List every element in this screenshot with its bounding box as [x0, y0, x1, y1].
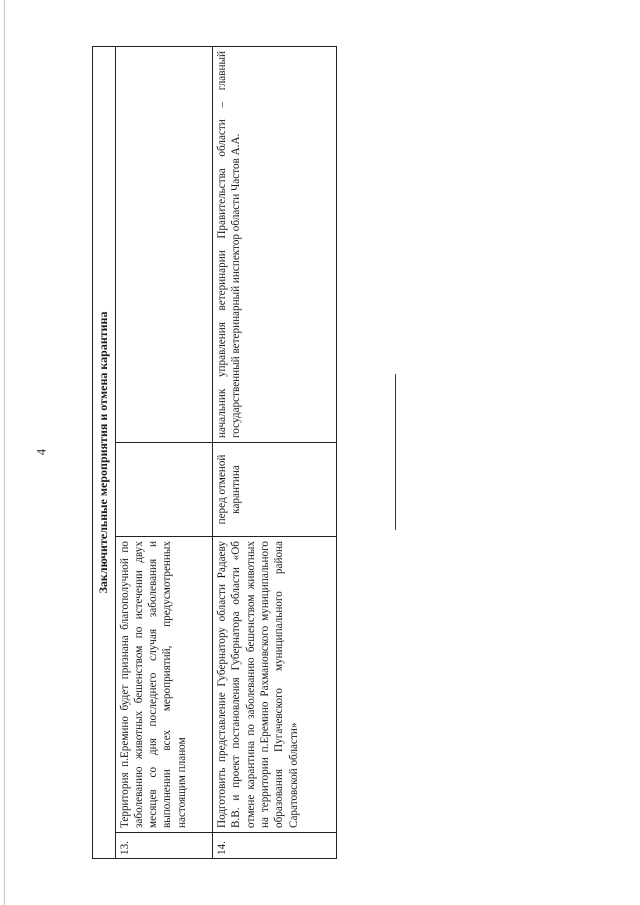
row-task: Подготовить представление Губернатору области Радаеву В.В. и проект постановления Губернатора области «Об отмене карантина по заболеванию бешенством животных на территории п.Еремино Рахмановского муниципального образования Пугачевского муниципального района Саратовской области» — [213, 537, 337, 833]
row-responsible: начальник управления ветеринарии Правительства области – главный государственный ветеринарный инспектор области Частов А.А. — [213, 46, 337, 442]
row-task: Территория п.Еремино будет признана благополучной по заболеванию животных бешенством по истечении двух месяцев со дня последнего случая заболевания и выполнении всех мероприятий, предусмотренных настоящим планом — [115, 537, 213, 833]
section-header-row — [93, 46, 116, 858]
row-responsible — [115, 46, 213, 442]
rotated-table-sheet — [92, 47, 337, 859]
row-number: 14. — [213, 833, 337, 859]
table-row — [213, 46, 337, 858]
signature-line — [395, 374, 396, 530]
plan-table — [92, 46, 337, 859]
row-number: 13. — [115, 833, 213, 859]
row-term — [115, 443, 213, 537]
section-title: Заключительные мероприятия и отмена карантина — [93, 46, 116, 858]
page-number: 4 — [33, 448, 49, 456]
row-term: перед отменой карантина — [213, 443, 337, 537]
page-edge — [4, 0, 5, 905]
table-row — [115, 46, 213, 858]
